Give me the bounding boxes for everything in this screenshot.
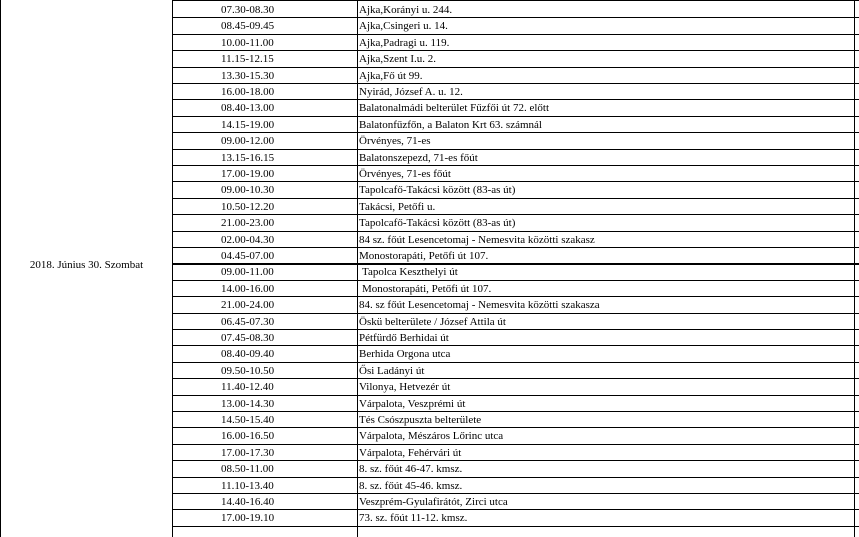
location-cell: Várpalota, Mészáros Lőrinc utca [359, 430, 504, 443]
location-cell: 8. sz. főút 46-47. kmsz. [359, 463, 463, 476]
time-cell: 09.00-10.30 [221, 184, 275, 197]
table-row [173, 18, 859, 34]
location-cell: Pétfürdő Berhidai út [359, 332, 449, 344]
time-cell: 13.00-14.30 [221, 397, 275, 410]
location-cell: 73. sz. főút 11-12. kmsz. [359, 512, 468, 525]
time-cell: 10.50-12.20 [221, 200, 275, 213]
table-row [173, 2, 859, 18]
location-cell: Balatonfűzfőn, a Balaton Krt 63. számnál [359, 118, 542, 131]
time-cell: 10.00-11.00 [221, 36, 274, 49]
table-row [173, 363, 859, 379]
location-cell: Ősi Ladányi út [359, 364, 425, 377]
table-row [173, 494, 859, 510]
table-row [173, 35, 859, 51]
location-cell: Tés Csószpuszta belterülete [359, 414, 482, 426]
table-row [173, 346, 859, 362]
table-row [173, 133, 859, 149]
location-cell: Örvényes, 71-es főút [359, 168, 451, 180]
time-cell: 14.15-19.00 [221, 118, 275, 131]
table-row [173, 445, 859, 461]
time-cell: 09.50-10.50 [221, 364, 275, 377]
table-row [173, 264, 859, 280]
date-cell: 2018. Június 30. Szombat [29, 259, 144, 271]
location-cell: Monostorapáti, Petőfi út 107. [359, 250, 489, 262]
table-row [173, 314, 859, 330]
time-cell: 06.45-07.30 [221, 315, 275, 328]
location-cell: 8. sz. főút 45-46. kmsz. [359, 479, 463, 492]
time-cell: 11.15-12.15 [221, 53, 274, 66]
time-cell: 07.45-08.30 [221, 332, 275, 344]
location-cell: 84. sz főút Lesencetomaj - Nemesvita közötti szakasza [359, 299, 600, 312]
location-cell: Ajka,Szent I.u. 2. [359, 53, 436, 66]
time-cell: 08.50-11.00 [221, 463, 274, 476]
location-cell: Tapolcafő-Takácsi között (83-as út) [359, 217, 516, 230]
location-cell: Ajka,Padragi u. 119. [359, 36, 450, 49]
table-row [173, 84, 859, 100]
table-row [173, 478, 859, 494]
row-divider [173, 0, 859, 1]
location-cell: Veszprém-Gyulafirátót, Zirci utca [359, 496, 508, 508]
location-cell: Monostorapáti, Petőfi út 107. [362, 282, 492, 295]
location-cell: Tapolca Keszthelyi út [362, 266, 458, 279]
time-cell: 17.00-19.10 [221, 512, 275, 525]
location-cell: Várpalota, Veszprémi út [359, 397, 466, 410]
time-cell: 13.15-16.15 [221, 151, 275, 164]
table-row [173, 297, 859, 313]
table-row [173, 117, 859, 133]
table-row [173, 379, 859, 395]
time-cell: 14.40-16.40 [221, 496, 275, 508]
time-cell: 14.50-15.40 [221, 414, 275, 426]
location-cell: Takácsi, Petőfi u. [359, 200, 436, 213]
time-cell: 21.00-24.00 [221, 299, 275, 312]
table-row [173, 281, 859, 297]
time-cell: 08.40-09.40 [221, 348, 275, 361]
table-row [173, 396, 859, 412]
location-cell: Ajka,Korányi u. 244. [359, 4, 453, 16]
table-row [173, 51, 859, 67]
time-cell: 09.00-12.00 [221, 135, 275, 148]
time-cell: 11.40-12.40 [221, 381, 274, 394]
location-cell: Nyirád, József A. u. 12. [359, 86, 463, 98]
time-cell: 17.00-19.00 [221, 168, 275, 180]
time-cell: 14.00-16.00 [221, 282, 275, 295]
time-cell: 13.30-15.30 [221, 69, 275, 82]
table-row [173, 68, 859, 84]
table-row [173, 182, 859, 198]
table-row [173, 100, 859, 116]
time-cell: 07.30-08.30 [221, 4, 275, 16]
location-cell: Vilonya, Hetvezér út [359, 381, 451, 394]
time-cell: 17.00-17.30 [221, 446, 275, 459]
table-row [173, 330, 859, 346]
location-cell: Öskü belterülete / József Attila út [359, 315, 506, 328]
location-cell: Örvényes, 71-es [359, 135, 431, 148]
location-cell: Balatonalmádi belterület Fűzfői út 72. előtt [359, 102, 550, 115]
location-cell: 84 sz. főút Lesencetomaj - Nemesvita közötti szakasz [359, 233, 595, 246]
table-row [173, 248, 859, 264]
location-cell: Berhida Orgona utca [359, 348, 451, 361]
time-cell: 04.45-07.00 [221, 250, 275, 262]
table-row [173, 510, 859, 526]
time-cell: 16.00-16.50 [221, 430, 275, 443]
table-row [173, 166, 859, 182]
table-row [173, 461, 859, 477]
table-row [173, 232, 859, 248]
table-row [173, 428, 859, 444]
location-cell: Balatonszepezd, 71-es főút [359, 151, 478, 164]
time-cell: 08.45-09.45 [221, 20, 275, 33]
time-cell: 11.10-13.40 [221, 479, 274, 492]
location-cell: Várpalota, Fehérvári út [359, 446, 462, 459]
time-cell: 16.00-18.00 [221, 86, 275, 98]
location-cell: Ajka,Csingeri u. 14. [359, 20, 448, 33]
location-cell: Ajka,Fő út 99. [359, 69, 423, 82]
time-cell: 21.00-23.00 [221, 217, 275, 230]
table-row [173, 215, 859, 231]
time-cell: 02.00-04.30 [221, 233, 275, 246]
row-divider [173, 526, 859, 527]
table-row [173, 199, 859, 215]
table-row [173, 150, 859, 166]
time-cell: 08.40-13.00 [221, 102, 275, 115]
table-row [173, 412, 859, 428]
time-cell: 09.00-11.00 [221, 266, 274, 279]
location-cell: Tapolcafő-Takácsi között (83-as út) [359, 184, 516, 197]
